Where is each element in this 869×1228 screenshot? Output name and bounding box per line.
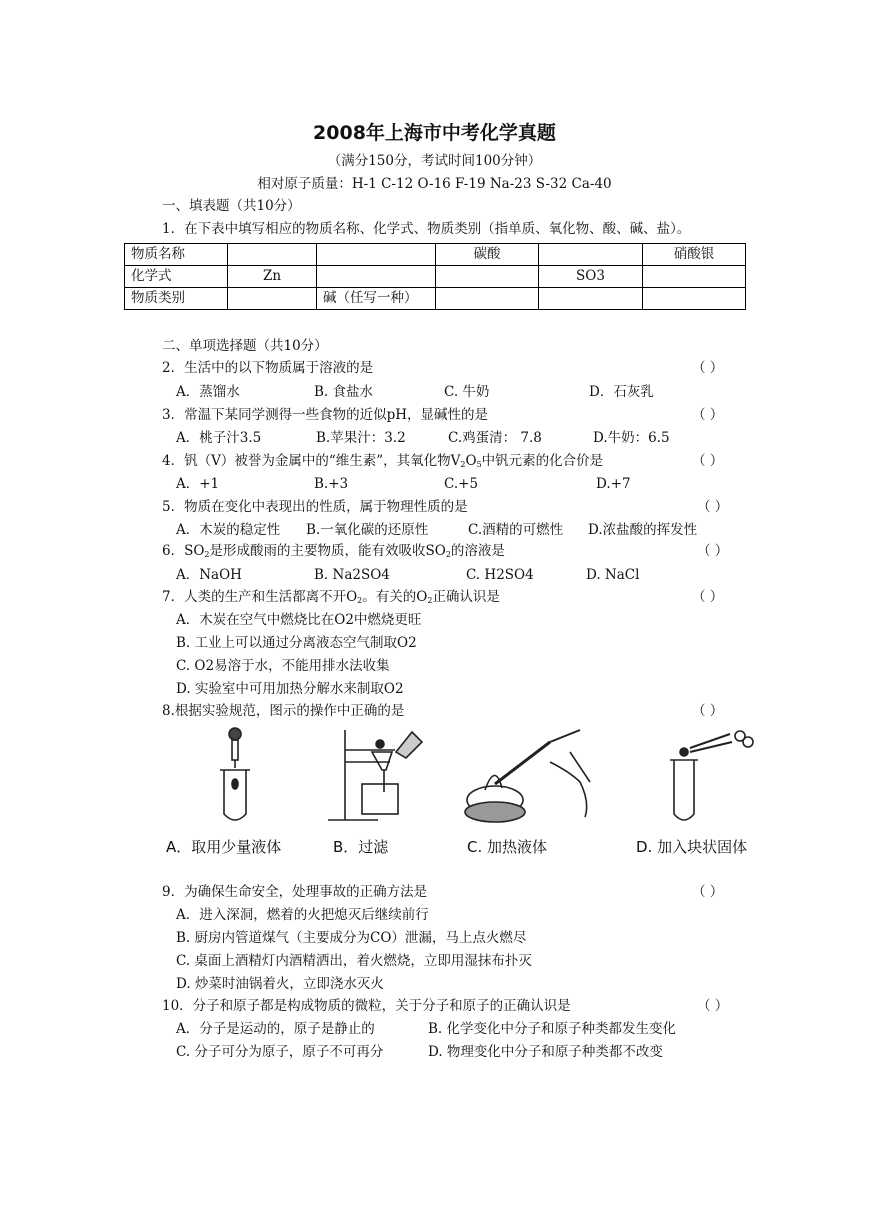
table-cell[interactable] bbox=[317, 266, 436, 288]
option[interactable]: A．进入深洞，燃着的火把熄灭后继续前行 bbox=[176, 907, 429, 923]
table-cell: 化学式 bbox=[125, 266, 228, 288]
option[interactable]: C. H2SO4 bbox=[466, 567, 534, 583]
option[interactable]: D.浓盐酸的挥发性 bbox=[588, 522, 698, 538]
answer-blank[interactable]: （ ） bbox=[697, 499, 729, 515]
table-cell[interactable] bbox=[436, 288, 539, 310]
table-cell[interactable] bbox=[643, 266, 746, 288]
answer-blank[interactable]: （ ） bbox=[692, 703, 724, 719]
option[interactable]: A．蒸馏水 bbox=[176, 384, 240, 400]
option[interactable]: D.+7 bbox=[596, 476, 631, 492]
option[interactable]: D．石灰乳 bbox=[589, 384, 654, 400]
option[interactable]: B.一氧化碳的还原性 bbox=[306, 522, 429, 538]
answer-blank[interactable]: （ ） bbox=[697, 543, 729, 559]
option[interactable]: D. NaCl bbox=[586, 567, 640, 583]
option[interactable]: A．+1 bbox=[176, 476, 220, 492]
table-cell bbox=[539, 266, 643, 288]
q5-stem: 5．物质在变化中表现出的性质，属于物理性质的是 bbox=[162, 499, 468, 515]
answer-blank[interactable]: （ ） bbox=[692, 884, 724, 900]
option[interactable]: B.苹果汁：3.2 bbox=[316, 430, 406, 446]
option[interactable]: C.+5 bbox=[444, 476, 479, 492]
option[interactable]: C.鸡蛋清： 7.8 bbox=[448, 430, 542, 446]
answer-blank[interactable]: （ ） bbox=[692, 360, 724, 376]
option[interactable]: B. Na2SO4 bbox=[314, 567, 390, 583]
q9-stem: 9．为确保生命安全，处理事故的正确方法是 bbox=[162, 884, 428, 900]
atomic-masses: 相对原子质量：H-1 C-12 O-16 F-19 Na-23 S-32 Ca-40 bbox=[257, 176, 612, 192]
table-row bbox=[125, 266, 746, 288]
answer-blank[interactable]: （ ） bbox=[692, 407, 724, 423]
answer-blank[interactable]: （ ） bbox=[692, 589, 724, 605]
adding-solid-icon bbox=[670, 731, 753, 820]
option[interactable]: B. 工业上可以通过分离液态空气制取O2 bbox=[176, 635, 417, 651]
table-cell: Zn bbox=[228, 266, 317, 288]
option[interactable]: B.+3 bbox=[314, 476, 349, 492]
fill-table bbox=[124, 243, 746, 310]
option[interactable]: A．木炭在空气中燃烧比在O2中燃烧更旺 bbox=[176, 612, 422, 628]
heating-liquid-icon bbox=[465, 730, 590, 822]
q4-stem: 4．钒（V）被誉为金属中的“维生素”，其氧化物$V_2O_5$中钒元素的化合价是 bbox=[162, 453, 604, 469]
table-row bbox=[125, 288, 746, 310]
figure-caption-b: B．过滤 bbox=[333, 838, 389, 856]
formula-so3: SO3 bbox=[576, 268, 605, 284]
q8-stem: 8.根据实验规范，图示的操作中正确的是 bbox=[162, 703, 405, 719]
option[interactable]: B. 厨房内管道煤气（主要成分为CO）泄漏，马上点火燃尽 bbox=[176, 930, 527, 946]
table-cell[interactable] bbox=[228, 288, 317, 310]
option[interactable]: A．分子是运动的，原子是静止的 bbox=[176, 1021, 375, 1037]
table-cell[interactable] bbox=[228, 244, 317, 266]
table-cell: 碱（任写一种） bbox=[317, 288, 436, 310]
option[interactable]: D.牛奶：6.5 bbox=[593, 430, 670, 446]
option[interactable]: B. 化学变化中分子和原子种类都发生变化 bbox=[428, 1021, 677, 1037]
figure-caption-c: C. 加热液体 bbox=[467, 838, 548, 856]
answer-blank[interactable]: （ ） bbox=[697, 998, 729, 1014]
table-cell[interactable] bbox=[539, 288, 643, 310]
q1-stem: 1．在下表中填写相应的物质名称、化学式、物质类别（指单质、氧化物、酸、碱、盐）。 bbox=[162, 221, 691, 237]
section1-heading: 一、填表题（共10分） bbox=[162, 198, 301, 214]
option[interactable]: B. 食盐水 bbox=[314, 384, 374, 400]
table-cell[interactable] bbox=[436, 266, 539, 288]
filtration-apparatus-icon bbox=[328, 730, 422, 820]
answer-blank[interactable]: （ ） bbox=[692, 453, 724, 469]
option[interactable]: C. 牛奶 bbox=[444, 384, 490, 400]
section2-heading: 二、单项选择题（共10分） bbox=[162, 338, 328, 354]
table-cell[interactable] bbox=[539, 244, 643, 266]
q7-stem: 7．人类的生产和生活都离不开$O_2$。有关的$O_2$正确认识是 bbox=[162, 589, 500, 605]
q6-stem: 6．$SO_2$是形成酸雨的主要物质，能有效吸收$SO_2$的溶液是 bbox=[162, 543, 505, 559]
figure-caption-d: D. 加入块状固体 bbox=[636, 838, 748, 856]
option[interactable]: A．木炭的稳定性 bbox=[176, 522, 281, 538]
q2-stem: 2．生活中的以下物质属于溶液的是 bbox=[162, 360, 374, 376]
figure-caption-a: A．取用少量液体 bbox=[166, 838, 282, 856]
page-title: 2008年上海市中考化学真题 bbox=[313, 122, 556, 144]
table-cell[interactable] bbox=[317, 244, 436, 266]
option[interactable]: C. 分子可分为原子，原子不可再分 bbox=[176, 1044, 384, 1060]
table-cell: 碳酸 bbox=[436, 244, 539, 266]
table-cell: 物质名称 bbox=[125, 244, 228, 266]
table-cell: 物质类别 bbox=[125, 288, 228, 310]
dropper-test-tube-icon bbox=[220, 728, 250, 820]
option[interactable]: D. 物理变化中分子和原子种类都不改变 bbox=[428, 1044, 663, 1060]
table-cell: 硝酸银 bbox=[643, 244, 746, 266]
option[interactable]: D. 实验室中可用加热分解水来制取O2 bbox=[176, 681, 404, 697]
option[interactable]: A．桃子汁3.5 bbox=[176, 430, 262, 446]
option[interactable]: D. 炒菜时油锅着火，立即浇水灭火 bbox=[176, 976, 384, 992]
table-row bbox=[125, 244, 746, 266]
option[interactable]: C. 桌面上酒精灯内酒精洒出，着火燃烧，立即用湿抹布扑灭 bbox=[176, 953, 532, 969]
table-cell[interactable] bbox=[643, 288, 746, 310]
option[interactable]: A．NaOH bbox=[176, 567, 242, 583]
option[interactable]: C.酒精的可燃性 bbox=[468, 522, 564, 538]
option[interactable]: C. O2易溶于水，不能用排水法收集 bbox=[176, 658, 390, 674]
q3-stem: 3．常温下某同学测得一些食物的近似pH，显碱性的是 bbox=[162, 407, 489, 423]
subtitle: （满分150分，考试时间100分钟） bbox=[327, 153, 542, 169]
q10-stem: 10．分子和原子都是构成物质的微粒，关于分子和原子的正确认识是 bbox=[162, 998, 571, 1014]
